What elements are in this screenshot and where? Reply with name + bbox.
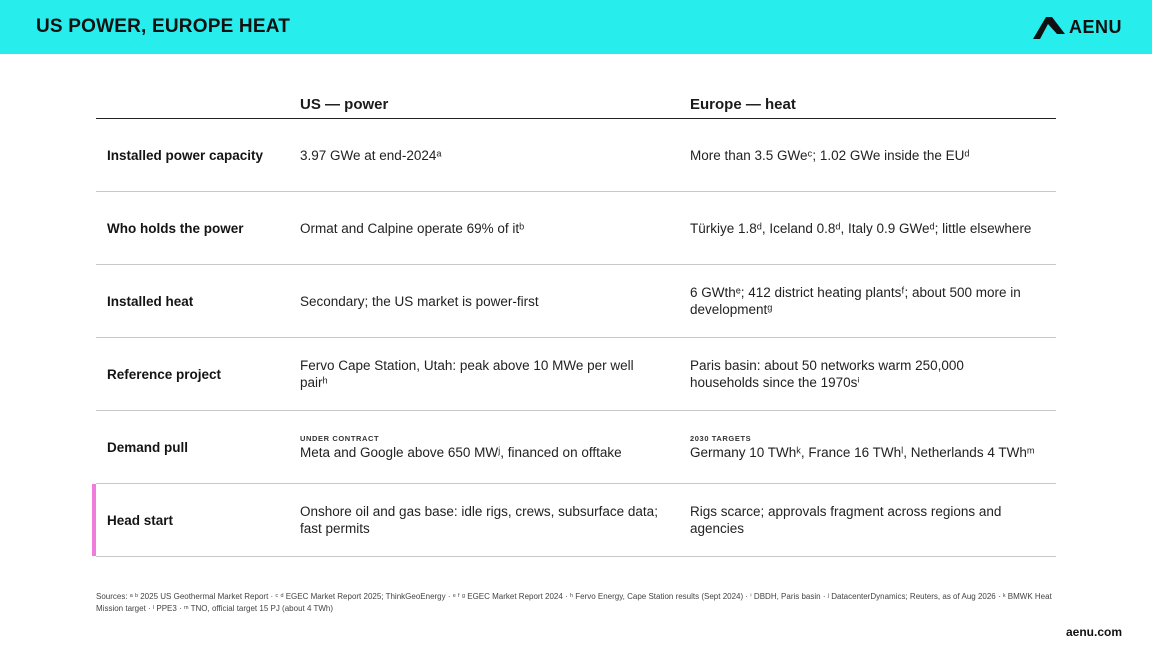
table-row bbox=[96, 411, 1056, 484]
row-label: Installed heat bbox=[107, 293, 194, 309]
table-header-row bbox=[96, 88, 1056, 119]
us-cell-text: Meta and Google above 650 MWʲ, financed on offtake bbox=[300, 444, 622, 460]
europe-cell bbox=[690, 119, 1035, 191]
europe-cell bbox=[690, 192, 1035, 264]
europe-cell-text: Germany 10 TWhᵏ, France 16 TWhˡ, Netherlands 4 TWhᵐ bbox=[690, 444, 1035, 460]
europe-cell-text: Türkiye 1.8ᵈ, Iceland 0.8ᵈ, Italy 0.9 GWeᵈ; little elsewhere bbox=[690, 220, 1032, 236]
us-cell bbox=[300, 338, 660, 410]
us-cell bbox=[300, 265, 660, 337]
row-label: Installed power capacity bbox=[107, 147, 264, 163]
us-cell-text: Onshore oil and gas base: idle rigs, crews, subsurface data; fast permits bbox=[300, 504, 658, 536]
table-row bbox=[96, 338, 1056, 411]
row-label: Head start bbox=[107, 512, 174, 528]
us-cell bbox=[300, 119, 660, 191]
us-cell-text: 3.97 GWe at end-2024ᵃ bbox=[300, 147, 442, 163]
row-label: Reference project bbox=[107, 366, 222, 382]
column-header-europe: Europe — heat bbox=[690, 96, 796, 113]
table-row bbox=[96, 119, 1056, 192]
us-cell-text: Fervo Cape Station, Utah: peak above 10 MWe per well pairʰ bbox=[300, 358, 634, 390]
us-cell-text: Secondary; the US market is power-first bbox=[300, 293, 539, 309]
europe-cell-text: 6 GWthᵉ; 412 district heating plantsᶠ; about 500 more in developmentᵍ bbox=[690, 285, 1021, 317]
footer-url-link[interactable]: aenu.com bbox=[1065, 625, 1122, 639]
europe-cell-text: Paris basin: about 50 networks warm 250,000 households since the 1970sⁱ bbox=[690, 358, 964, 390]
europe-cell bbox=[690, 338, 1035, 410]
logo-text: AENU bbox=[1068, 16, 1122, 37]
us-cell bbox=[300, 411, 660, 483]
sources-footnote: Sources: ᵃ ᵇ 2025 US Geothermal Market Report · ᶜ ᵈ EGEC Market Report 2025; ThinkGeoEnergy · ᵉ ᶠ ᵍ EGEC Market Report 2024 · ʰ Fervo Energy, Cape Station results (Sept 2024) · ⁱ DBDH, Paris basin · ʲ DatacenterDynamics; Reuters, as of Aug 2026 · ᵏ BMWK Heat Mission target · ˡ PPE3 · ᵐ TNO, official target 15 PJ (about 4 TWh) bbox=[96, 592, 1052, 613]
row-label: Who holds the power bbox=[107, 220, 244, 236]
row-label: Demand pull bbox=[107, 439, 189, 455]
table-row bbox=[96, 192, 1056, 265]
europe-cell bbox=[690, 265, 1035, 337]
europe-cell bbox=[690, 411, 1035, 483]
us-cell-text: Ormat and Calpine operate 69% of itᵇ bbox=[300, 220, 525, 236]
us-cell bbox=[300, 192, 660, 264]
us-cell-tag: UNDER CONTRACT bbox=[300, 433, 380, 443]
page-title: US POWER, EUROPE HEAT bbox=[36, 16, 291, 37]
table-row-highlighted bbox=[96, 484, 1056, 557]
aenu-logo-icon bbox=[1033, 15, 1065, 39]
us-cell bbox=[300, 484, 660, 556]
header-bar bbox=[0, 0, 1152, 54]
europe-cell-text: Rigs scarce; approvals fragment across regions and agencies bbox=[690, 504, 1002, 536]
europe-cell bbox=[690, 484, 1035, 556]
column-header-us: US — power bbox=[300, 96, 389, 113]
brand-logo bbox=[1033, 13, 1122, 41]
europe-cell-text: More than 3.5 GWeᶜ; 1.02 GWe inside the EUᵈ bbox=[690, 147, 970, 163]
comparison-table bbox=[96, 88, 1056, 557]
europe-cell-tag: 2030 TARGETS bbox=[690, 433, 752, 443]
table-row bbox=[96, 265, 1056, 338]
